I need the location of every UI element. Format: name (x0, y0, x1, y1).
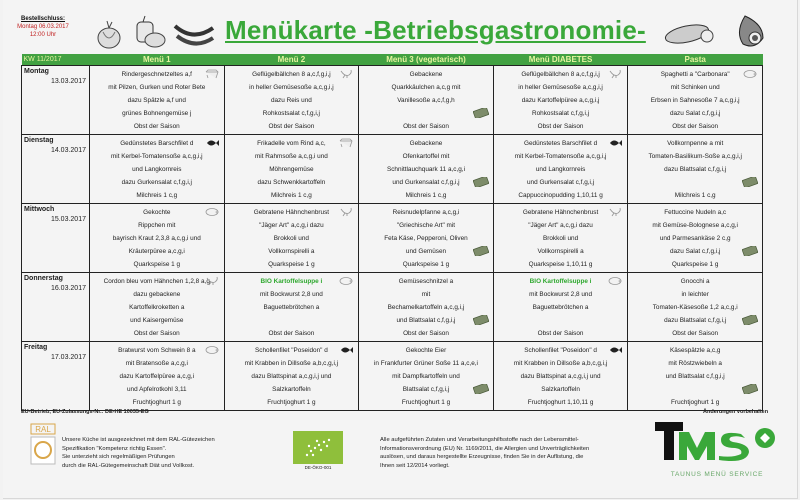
dish-line: dazu Kartoffelpüree a,c,g,i,j (521, 97, 600, 104)
dish-line: dazu Blattspinat a,c,g,i,j und (251, 373, 332, 380)
dish-line: Obst der Saison (133, 123, 180, 130)
dish-line: Milchreis 1 c,g (405, 192, 447, 199)
dish-line: Schollenfilet "Poseidon" d (255, 347, 328, 354)
dish-line: dazu Salat c,f,g,i,j (669, 248, 721, 255)
day-cell (22, 342, 90, 411)
menu-cell (359, 66, 494, 135)
dish-line: Fruchtjoghurt 1 g (401, 399, 451, 406)
column-header-pasta: Pasta (628, 54, 763, 66)
dish-line: Cordon bleu vom Hähnchen 1,2,8 a,g (103, 278, 210, 285)
dish-line: Tomaten-Basilikum-Soße a,c,g,i,j (648, 153, 742, 160)
menu-header-row (22, 54, 763, 66)
dish-line: und Gurkensalat c,f,g,i,j (527, 179, 595, 186)
dish-line: mit Krabben in Dillsoße a,b,c,g,i,j (513, 360, 608, 367)
day-name: Mittwoch (24, 206, 55, 213)
column-header-menu-diabetes: Menü DIABETES (493, 54, 628, 66)
day-cell (22, 66, 90, 135)
menu-cell (628, 342, 763, 411)
veggie-icon (742, 246, 756, 256)
dish-line: Fruchtjoghurt 1,10,11 g (527, 399, 594, 406)
table-row (22, 273, 763, 342)
veggie-icon (742, 384, 756, 394)
dish-line: mit Schinken und (670, 84, 720, 91)
dish-line: Rohkostsalat c,f,g,i,j (262, 110, 320, 117)
table-row (22, 135, 763, 204)
dish-line: dazu Kartoffelpüree a,c,g,i (119, 373, 195, 380)
pig-icon (339, 276, 353, 286)
dish-line: mit Dampfkartoffeln und (392, 373, 460, 380)
dish-line: Erbsen in Sahnesoße 7 a,c,g,i,j (650, 97, 740, 104)
order-deadline-date: Montag 06.03.2017 (17, 24, 69, 30)
dish-line: Fruchtjoghurt 1 g (132, 399, 181, 406)
order-deadline-time: 12:00 Uhr (29, 32, 57, 38)
ral-description: Unsere Küche ist ausgezeichnet mit dem RAL-Gütezeichen Spezifikation "Kompetenz richtig Essen". Sie unterzieht sich regelmäßigen Prüfungen durch die RAL-Gütegemeinschaft Diät und Vollkost. (62, 437, 215, 469)
onion-icon (93, 18, 125, 50)
tms-logo (655, 420, 780, 490)
pig-icon (205, 207, 219, 217)
menu-cell (224, 342, 359, 411)
menu-cell (90, 135, 225, 204)
menu-cell (628, 273, 763, 342)
pig-icon (608, 276, 622, 286)
page-title: Menükarte -Betriebsgastronomie- (225, 15, 646, 45)
fish-icon (339, 345, 353, 355)
dish-line: und Gemüsen (405, 248, 447, 255)
avocado-icon (733, 14, 767, 48)
menu-cell (90, 342, 225, 411)
dish-line: Ofenkartoffel mit (402, 153, 450, 160)
dish-line: Quarkkäulchen a,c,g mit (391, 84, 461, 91)
dish-line: Obst der Saison (537, 330, 584, 337)
pig-icon (205, 345, 219, 355)
dish-line: dazu gebackene (133, 291, 181, 298)
dish-line: Schollenfilet "Poseidon" d (524, 347, 597, 354)
dish-line: dazu Salat c,f,g,i,j (669, 110, 721, 117)
dish-line: und Gurkensalat c,f,g,i,j (392, 179, 460, 186)
dish-line: in Frankfurter Grüner Soße 11 a,c,e,i (374, 360, 478, 367)
dish-line: Gedünstetes Barschfilet d (523, 140, 598, 147)
veggie-icon (473, 246, 487, 256)
chicken-icon (339, 69, 353, 79)
dish-line: Salzkartoffeln (541, 386, 580, 393)
dish-line: BIO Kartoffelsuppe i (260, 278, 323, 285)
order-deadline (17, 15, 69, 39)
menu-cell (628, 135, 763, 204)
dish-line: und Parmesankäse 2 c,g (659, 235, 731, 242)
dish-line: Kräuterpüree a,c,g,i (128, 248, 185, 255)
chili-icon (173, 22, 215, 48)
column-header-menu-2: Menü 2 (224, 54, 359, 66)
dish-line: Rohkostsalat c,f,g,i,j (531, 110, 590, 117)
dish-line: Geflügelbällchen 8 a,c,f,g,i,j (521, 71, 600, 78)
dish-line: Feta Käse, Pepperoni, Oliven (384, 235, 468, 242)
dish-line: mit Kerbel-Tomatensoße a,c,g,i,j (110, 153, 203, 160)
dish-line: Obst der Saison (268, 330, 315, 337)
dish-line: und Langkornreis (535, 166, 586, 173)
dish-line: bayrisch Kraut 2,3,8 a,c,g,i und (112, 235, 201, 242)
fish-icon (205, 138, 219, 148)
cow-icon (339, 138, 353, 148)
dish-line: Rippchen mit (138, 222, 176, 229)
dish-line: grünes Bohnengemüse j (122, 110, 192, 117)
dish-line: Obst der Saison (403, 123, 449, 130)
dish-line: und Blattsalat c,f,g,i,j (396, 317, 456, 324)
menu-cell (493, 273, 628, 342)
day-date: 17.03.2017 (50, 354, 86, 361)
dish-line: Milchreis 1 c,g (674, 192, 716, 199)
menu-cell (90, 66, 225, 135)
eu-organic-code: DE-ÖKO-001 (304, 465, 332, 470)
dish-line: Fruchtjoghurt 1 g (671, 399, 720, 406)
svg-text:RAL: RAL (35, 425, 51, 434)
dish-line: Brokkoli und (542, 235, 579, 242)
menu-cell (224, 273, 359, 342)
dish-line: Gemüseschnitzel a (398, 278, 454, 285)
column-header-menu-1: Menü 1 (90, 54, 225, 66)
dish-line: Fruchtjoghurt 1 g (267, 399, 316, 406)
dish-line: Salzkartoffeln (272, 386, 311, 393)
dish-line: Spaghetti a "Carbonara" (660, 71, 730, 78)
ral-quality-seal-icon (30, 423, 56, 465)
dish-line: "Jäger Art" a,c,g,i dazu (259, 222, 324, 229)
dish-line: Cappuccinopudding 1,10,11 g (518, 192, 603, 199)
chicken-icon (339, 207, 353, 217)
chicken-icon (205, 276, 219, 286)
fish-icon (608, 345, 622, 355)
menu-page (3, 0, 798, 499)
dish-line: dazu Blattspinat a,c,g,i,j und (520, 373, 601, 380)
veggie-icon (473, 315, 487, 325)
dish-line: dazu Blattsalat c,f,g,i,j (664, 166, 727, 173)
day-name: Dienstag (24, 137, 54, 144)
pepper-icon (131, 14, 167, 50)
dish-line: Reisnudelpfanne a,c,g,i (392, 209, 460, 216)
dish-line: Obst der Saison (403, 330, 449, 337)
dish-line: Obst der Saison (672, 123, 719, 130)
table-row (22, 66, 763, 135)
dish-line: mit Bratensoße a,c,g,i (125, 360, 188, 367)
dish-line: Obst der Saison (672, 330, 719, 337)
allergy-notice: Alle aufgeführten Zutaten und Verarbeitungshilfsstoffe nach der Lebensmittel- Informationsverordnung (EU) Nr. 1169/2011, die Allergien und Unverträglichkeiten auslösen, und daraus hergestellte Erzeugnisse, finden Sie in der Auflistung, die Ihnen seit 12/2014 vorliegt. (380, 437, 590, 469)
day-cell (22, 273, 90, 342)
dish-line: Baguettebrötchen a (532, 304, 589, 311)
dish-line: und Kaisergemüse (130, 317, 184, 324)
menu-cell (359, 273, 494, 342)
menu-cell (224, 135, 359, 204)
dish-line: mit Röstzwiebeln a (668, 360, 722, 367)
dish-line: und Blattsalat c,f,g,i,j (665, 373, 725, 380)
dish-line: Bechamelkartoffeln a,c,g,i,j (387, 304, 465, 311)
week-label: KW 11/2017 (22, 54, 90, 66)
day-name: Montag (24, 68, 49, 75)
dish-line: BIO Kartoffelsuppe i (529, 278, 592, 285)
dish-line: Gekochte Eier (405, 347, 447, 354)
cow-icon (205, 69, 219, 79)
veggie-icon (742, 315, 756, 325)
dish-line: in heller Gemüsesoße a,c,g,i,j (518, 84, 603, 91)
dish-line: Käsespätzle a,c,g (669, 347, 721, 354)
dish-line: Rindergeschnetzeltes a,f (121, 71, 192, 78)
dish-line: Gekochte (143, 209, 171, 216)
dish-line: mit Rahmsoße a,c,g,i und (254, 153, 328, 160)
order-deadline-label: Bestellschluss: (20, 16, 66, 22)
dish-line: Gnocchi a (680, 278, 710, 285)
dish-line: mit Bockwurst 2,8 und (529, 291, 593, 298)
dish-line: Milchreis 1 c,g (136, 192, 178, 199)
dish-line: Quarkspeise 1 g (133, 261, 181, 268)
day-name: Freitag (24, 344, 48, 351)
dish-line (494, 314, 628, 327)
veggie-icon (473, 177, 487, 187)
table-row (22, 342, 763, 411)
menu-table (21, 54, 763, 411)
day-date: 15.03.2017 (50, 216, 86, 223)
menu-cell (90, 273, 225, 342)
dish-line: dazu Gurkensalat c,f,g,i,j (121, 179, 192, 186)
dish-line: in leichter (681, 291, 709, 298)
day-cell (22, 204, 90, 273)
day-date: 16.03.2017 (50, 285, 86, 292)
dish-line: und Apfelrotkohl 3,11 (127, 386, 187, 393)
dish-line: Geflügelbällchen 8 a,c,f,g,i,j (252, 71, 331, 78)
dish-line: mit Kerbel-Tomatensoße a,c,g,i,j (514, 153, 607, 160)
day-date: 14.03.2017 (50, 147, 86, 154)
dish-line: Quarkspeise 1 g (268, 261, 315, 268)
dish-line: mit Bockwurst 2,8 und (259, 291, 323, 298)
day-name: Donnerstag (24, 275, 63, 282)
menu-cell (493, 204, 628, 273)
dish-line: Quarkspeise 1 g (671, 261, 719, 268)
dish-line: dazu Blattsalat c,f,g,i,j (664, 317, 727, 324)
dish-line: Vollkornpenne a mit (667, 140, 724, 147)
dish-line: dazu Reis und (270, 97, 312, 104)
veggie-icon (473, 384, 487, 394)
chicken-icon (608, 69, 622, 79)
dish-line: Obst der Saison (268, 123, 315, 130)
dish-line: Brokkoli und (273, 235, 309, 242)
day-cell (22, 135, 90, 204)
dish-line: mit (421, 291, 431, 298)
svg-text:TAUNUS MENÜ SERVICE: TAUNUS MENÜ SERVICE (670, 471, 764, 478)
dish-line: dazu Spätzle a,f und (127, 97, 186, 104)
dish-line: Quarkspeise 1 g (402, 261, 450, 268)
dish-line (225, 314, 359, 327)
dish-line: Gebratene Hähnchenbrust (253, 209, 330, 216)
dish-line: "Griechische Art" mit (396, 222, 456, 229)
veggie-icon (473, 108, 487, 118)
menu-cell (493, 342, 628, 411)
dish-line: Fettuccine Nudeln a,c (664, 209, 727, 216)
pig-icon (743, 69, 757, 79)
dish-line: Baguettebrötchen a (263, 304, 320, 311)
dish-line: Gebackene (409, 71, 443, 78)
menu-cell (628, 66, 763, 135)
dish-line: Blattsalat c,f,g,i,j (402, 386, 450, 393)
menu-cell (493, 135, 628, 204)
column-header-menu-3: Menü 3 (vegetarisch) (359, 54, 494, 66)
dish-line: Gedünstetes Barschfilet d (120, 140, 194, 147)
dish-line: Quarkspeise 1,10,11 g (528, 261, 593, 268)
fish-icon (608, 138, 622, 148)
dish-line: mit Gemüse-Bolognese a,c,g,i (652, 222, 738, 229)
dish-line: dazu Schwenkkartoffeln (257, 179, 326, 186)
cucumber-icon (663, 20, 719, 48)
dish-line: Milchreis 1 c,g (270, 192, 312, 199)
dish-line: Tomaten-Käsesoße 1,2 a,c,g,i (652, 304, 738, 311)
menu-cell (359, 135, 494, 204)
dish-line: Vollkornspirelli a (537, 248, 584, 255)
dish-line: Möhrengemüse (269, 166, 314, 173)
chicken-icon (608, 207, 622, 217)
dish-line: Vollkornspirelli a (268, 248, 315, 255)
dish-line: Schnittlauchquark 11 a,c,g,i (386, 166, 465, 173)
dish-line: Gebratene Hähnchenbrust (522, 209, 599, 216)
menu-cell (628, 204, 763, 273)
dish-line: Kartoffelkroketten a (129, 304, 185, 311)
dish-line: Gebackene (409, 140, 443, 147)
menu-cell (224, 66, 359, 135)
menu-cell (359, 342, 494, 411)
menu-cell (359, 204, 494, 273)
veggie-icon (742, 177, 756, 187)
dish-line: Obst der Saison (133, 330, 180, 337)
dish-line: in heller Gemüsesoße a,c,g,i,j (249, 84, 334, 91)
table-row (22, 204, 763, 273)
eu-registration: EU-Betrieb, EU-Zulassungs-Nr.: DE-HE 10035-EG (21, 409, 149, 415)
day-date: 13.03.2017 (50, 78, 86, 85)
menu-cell (90, 204, 225, 273)
dish-line: mit Krabben in Dillsoße a,b,c,g,i,j (244, 360, 339, 367)
dish-line: Bratwurst vom Schwein 8 a (118, 347, 196, 354)
dish-line: Frikadelle vom Rind a,c, (257, 140, 326, 147)
dish-line: mit Pilzen, Gurken und Roter Bete (108, 84, 206, 91)
menu-cell (493, 66, 628, 135)
dish-line: Vanillesoße a,c,f,g,h (397, 97, 455, 104)
menu-cell (224, 204, 359, 273)
dish-line: Obst der Saison (537, 123, 584, 130)
changes-note: Änderungen vorbehalten (703, 409, 769, 415)
eu-organic-leaf-icon (293, 431, 343, 464)
dish-line: und Langkornreis (132, 166, 182, 173)
dish-line: "Jäger Art" a,c,g,i dazu (528, 222, 593, 229)
